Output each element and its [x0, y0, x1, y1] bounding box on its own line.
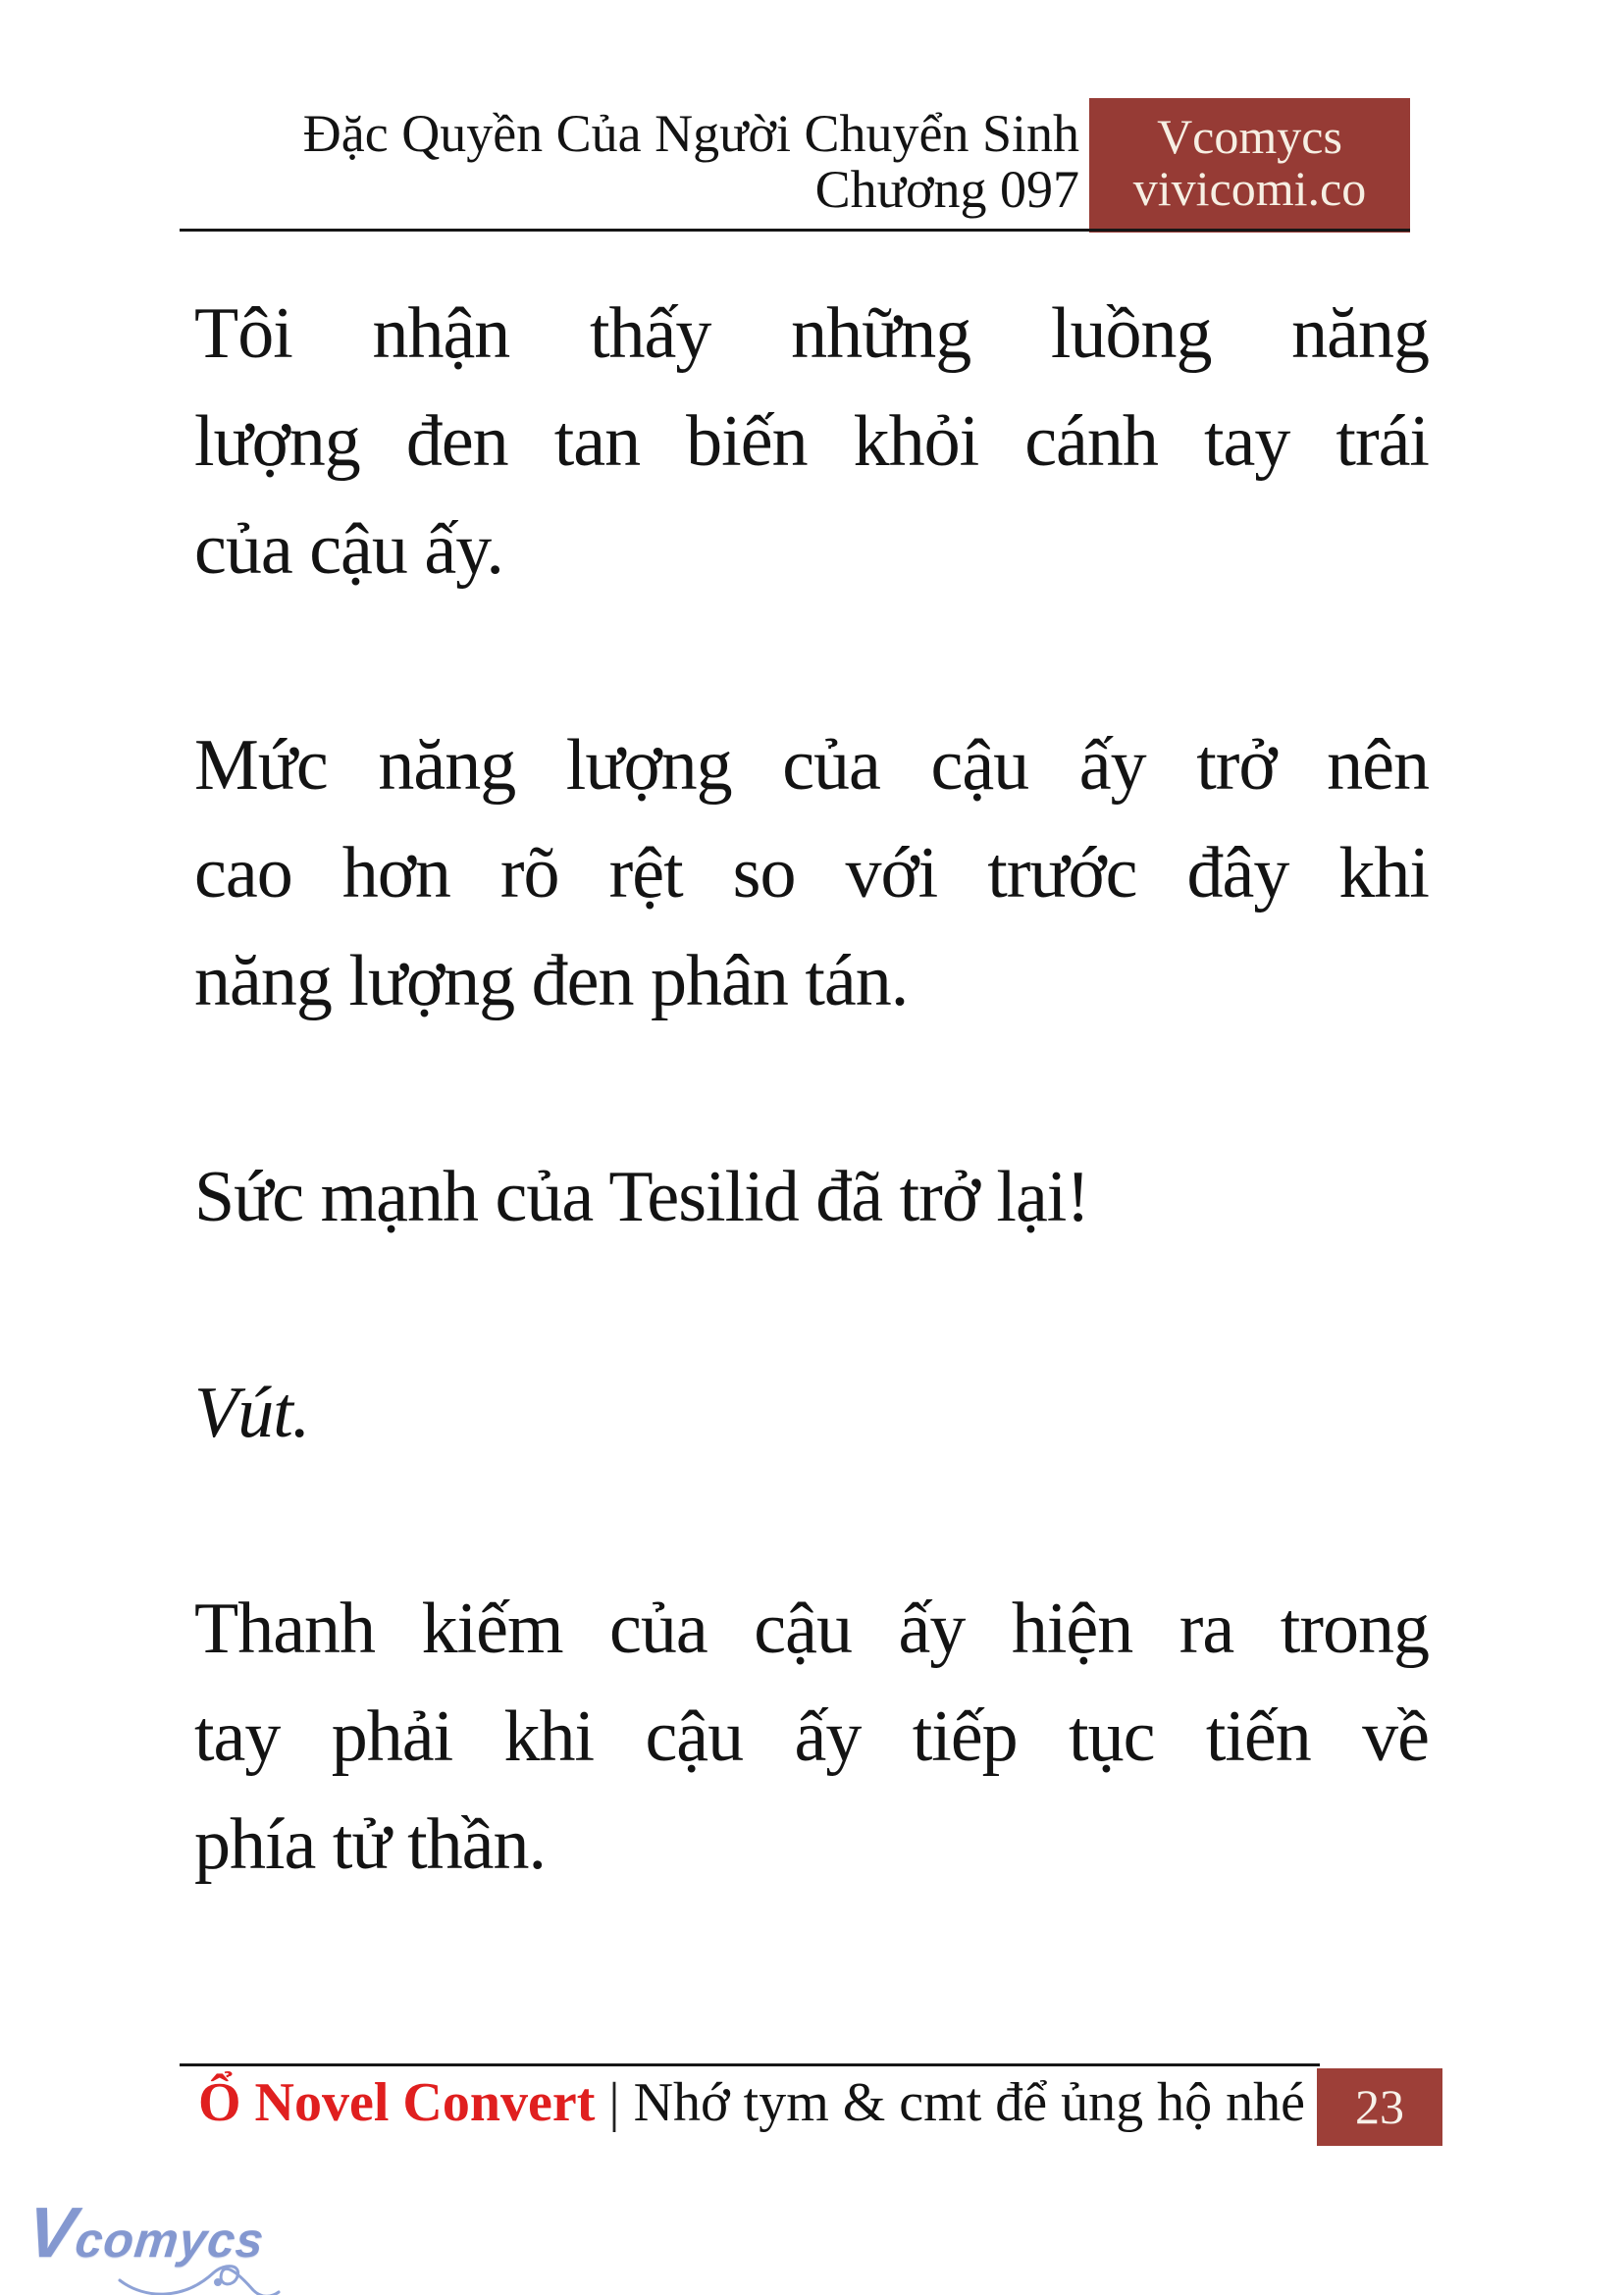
paragraph	[194, 1359, 1429, 1467]
page-body	[194, 280, 1429, 2007]
paragraph-line: Tôi nhận thấy những luồng năng	[194, 293, 1429, 374]
paragraph-line: Thanh kiếm của cậu ấy hiện ra trong	[194, 1589, 1429, 1669]
page-number-box	[1317, 2068, 1442, 2146]
watermark-logo-text: Vcomycs	[24, 2193, 268, 2272]
paragraph	[194, 1575, 1429, 1899]
translator-credit: Ổ Novel Convert	[198, 2072, 596, 2133]
footer-note: Nhớ tym & cmt để ủng hộ nhé	[633, 2072, 1305, 2133]
footer-divider	[180, 2063, 1320, 2066]
brand-box	[1089, 98, 1410, 233]
vcomycs-watermark	[24, 2193, 268, 2272]
page-footer	[198, 2072, 1305, 2133]
brand-name: Vcomycs	[1157, 109, 1342, 164]
chapter-label: Chương 097	[814, 160, 1079, 219]
brand-website: vivicomi.co	[1132, 161, 1367, 216]
paragraph-line: Mức năng lượng của cậu ấy trở nên	[194, 725, 1429, 806]
paragraph-line: phía tử thần.	[194, 1804, 546, 1885]
page-header	[303, 106, 1079, 218]
paragraph	[194, 711, 1429, 1035]
footer-separator: |	[608, 2072, 620, 2133]
page-number: 23	[1355, 2079, 1404, 2134]
paragraph-line: Sức mạnh của Tesilid đã trở lại!	[194, 1157, 1090, 1237]
paragraph-line: cao hơn rõ rệt so với trước đây khi	[194, 833, 1429, 913]
paragraph-line: Vút.	[194, 1373, 310, 1453]
paragraph	[194, 280, 1429, 603]
book-title: Đặc Quyền Của Người Chuyển Sinh	[302, 104, 1079, 163]
paragraph	[194, 1143, 1429, 1251]
paragraph-line: lượng đen tan biến khỏi cánh tay trái	[194, 401, 1429, 482]
paragraph-line: năng lượng đen phân tán.	[194, 941, 909, 1021]
header-divider	[180, 229, 1410, 232]
paragraph-line: của cậu ấy.	[194, 509, 503, 590]
paragraph-line: tay phải khi cậu ấy tiếp tục tiến về	[194, 1696, 1429, 1777]
watermark-flourish-icon	[116, 2261, 283, 2295]
